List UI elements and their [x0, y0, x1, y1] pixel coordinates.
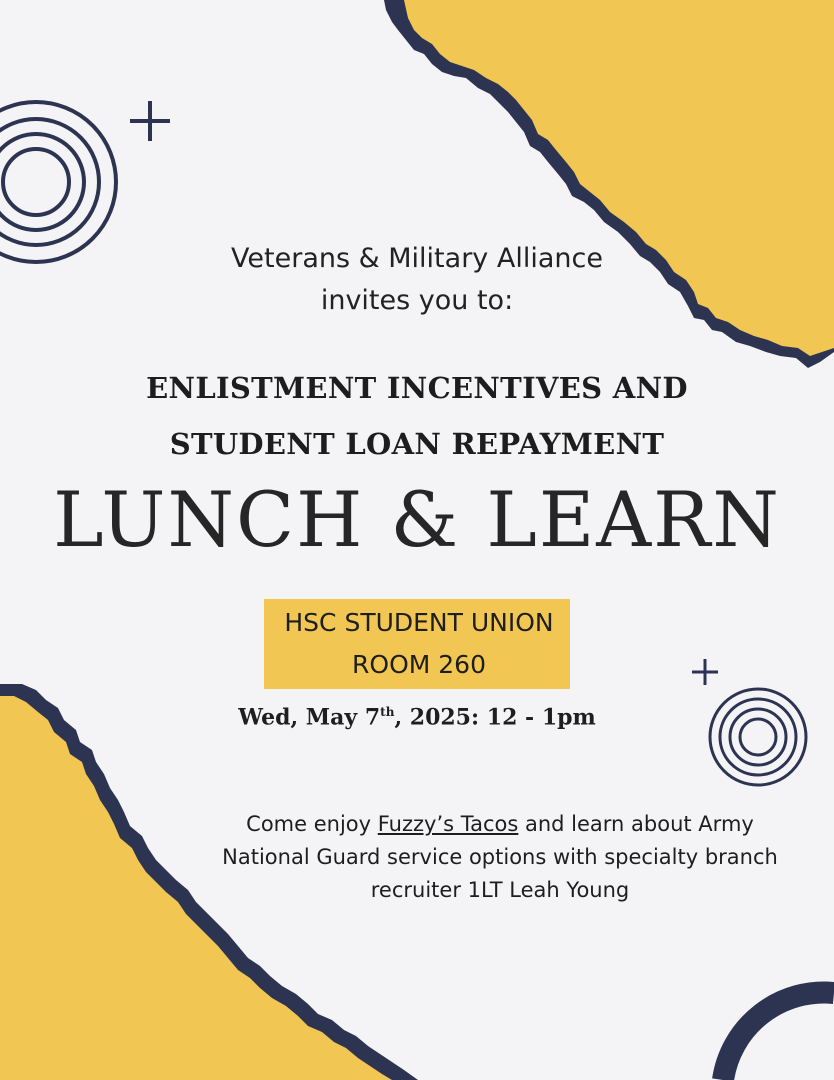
plus-icon [692, 659, 718, 685]
subtitle-line-2: STUDENT LOAN REPAYMENT [169, 427, 665, 461]
description-intro: Come enjoy [246, 812, 378, 836]
date-rest: , 2025: 12 - 1pm [394, 704, 596, 731]
description-continued: and learn about Army [518, 812, 754, 836]
event-description [180, 808, 820, 907]
event-subtitle [0, 360, 834, 472]
date-prefix: Wed, May 7 [238, 704, 381, 731]
fuzzys-tacos-link[interactable]: Fuzzy’s Tacos [377, 812, 519, 836]
date-suffix: th [380, 705, 395, 719]
arc-bottom-right [723, 993, 834, 1080]
event-date [0, 694, 834, 735]
location-line-1: HSC STUDENT UNION [284, 608, 554, 637]
plus-icon [130, 101, 170, 141]
intro-text [0, 238, 834, 322]
location-line-2: ROOM 260 [352, 650, 486, 679]
intro-line-2: invites you to: [320, 285, 514, 316]
location [224, 602, 614, 686]
intro-line-1: Veterans & Military Alliance [231, 243, 603, 274]
description-line-2: National Guard service options with specialty branch [222, 845, 778, 869]
description-line-1 [180, 808, 820, 841]
subtitle-line-1: ENLISTMENT INCENTIVES AND [146, 371, 688, 405]
description-line-3: recruiter 1LT Leah Young [370, 878, 630, 902]
event-title: LUNCH & LEARN [53, 475, 781, 564]
